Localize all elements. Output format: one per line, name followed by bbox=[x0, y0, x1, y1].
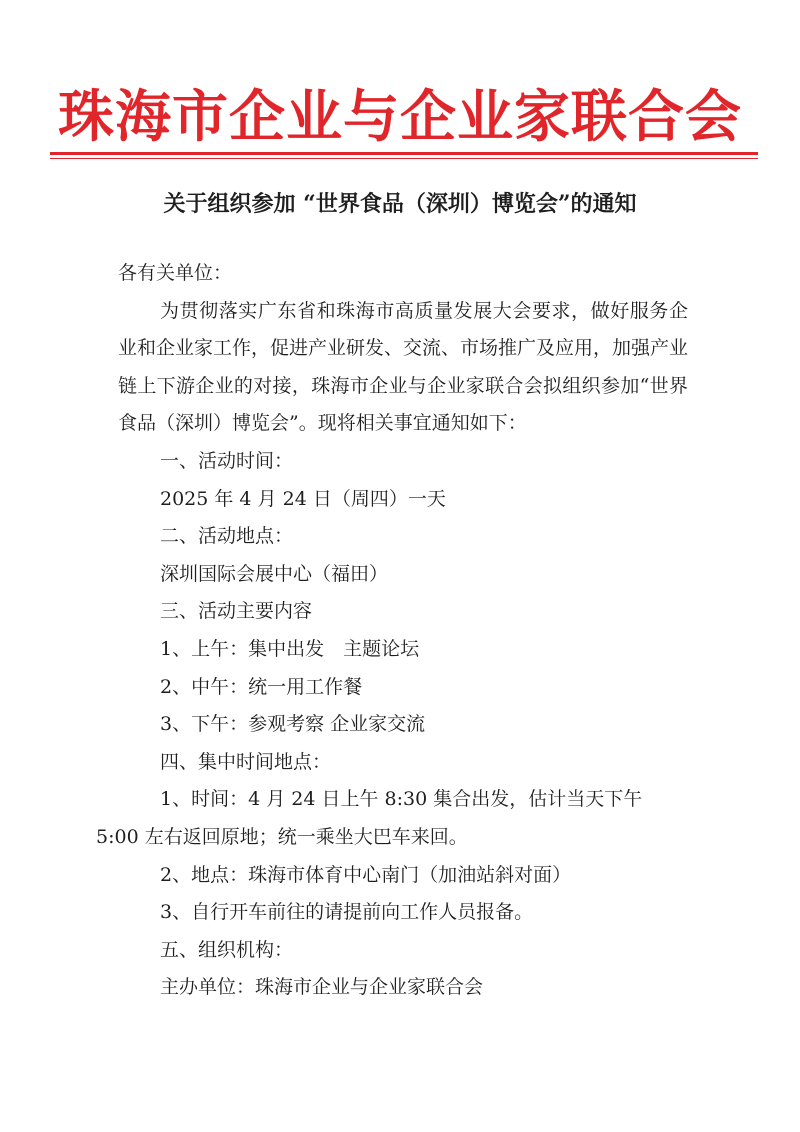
organizer-line: 主办单位：珠海市企业与企业家联合会 bbox=[160, 976, 484, 999]
section-time-value: 2025 年 4 月 24 日（周四）一天 bbox=[160, 487, 446, 510]
section-assembly-heading: 四、集中时间地点： bbox=[160, 750, 332, 773]
section-venue-value: 深圳国际会展中心（福田） bbox=[160, 562, 389, 585]
assembly-item-self-drive: 3、自行开车前往的请提前向工作人员报备。 bbox=[160, 901, 534, 924]
content-item-afternoon: 3、下午：参观考察 企业家交流 bbox=[160, 713, 426, 736]
section-content-heading: 三、活动主要内容 bbox=[160, 600, 313, 623]
assembly-item-place: 2、地点：珠海市体育中心南门（加油站斜对面） bbox=[160, 863, 572, 886]
notice-body bbox=[96, 255, 689, 1007]
salutation: 各有关单位： bbox=[118, 262, 233, 284]
letterhead-rule-thick bbox=[50, 152, 758, 155]
section-time-heading: 一、活动时间： bbox=[160, 449, 294, 472]
content-item-morning: 1、上午：集中出发 主题论坛 bbox=[160, 637, 420, 660]
section-org-heading: 五、组织机构： bbox=[160, 938, 294, 961]
content-item-noon: 2、中午：统一用工作餐 bbox=[160, 675, 363, 698]
letterhead-title: 珠海市企业与企业家联合会 bbox=[58, 84, 742, 150]
letterhead-rule-thin bbox=[50, 158, 758, 159]
notice-title: 关于组织参加 “世界食品（深圳）博览会”的通知 bbox=[163, 191, 637, 217]
section-venue-heading: 二、活动地点： bbox=[160, 525, 294, 548]
intro-paragraph: 为贯彻落实广东省和珠海市高质量发展大会要求，做好服务企业和企业家工作，促进产业研发、交流、市场推广及应用，加强产业链上下游企业的对接，珠海市企业与企业家联合会拟组织参加“世界食品（深圳）博览会”。现将相关事宜通知如下： bbox=[118, 299, 689, 435]
assembly-item-time: 1、时间：4 月 24 日上午 8:30 集合出发，估计当天下午 5:00 左右返回原地；统一乘坐大巴车来回。 bbox=[96, 788, 643, 848]
